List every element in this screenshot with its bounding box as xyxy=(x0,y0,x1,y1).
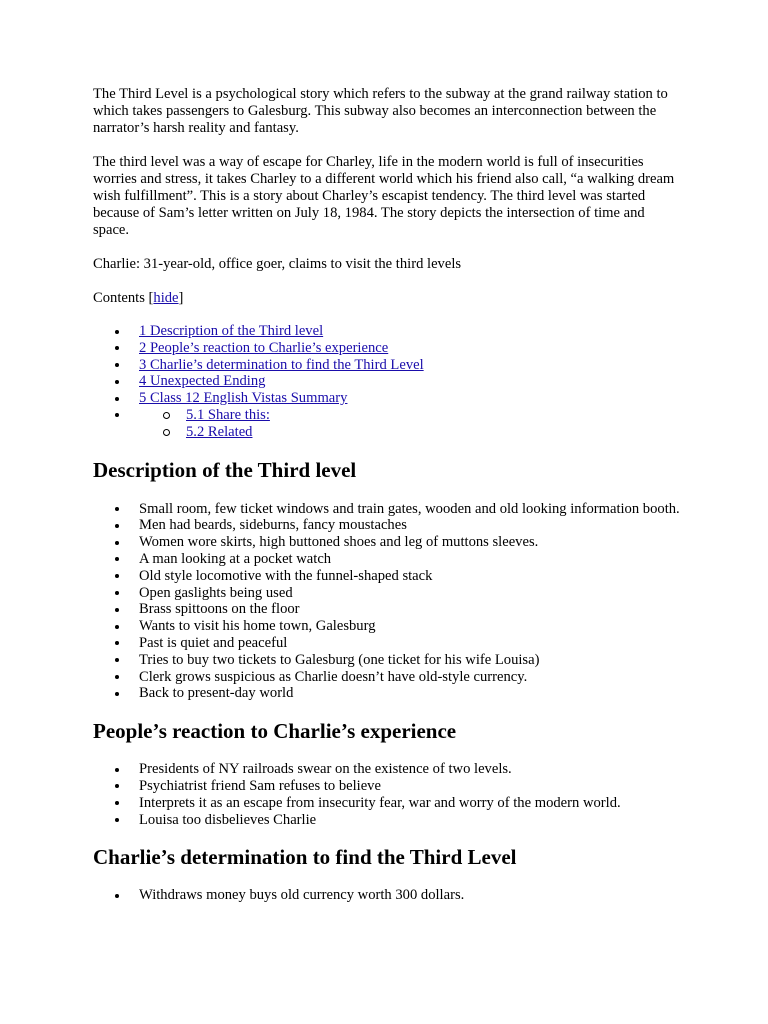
heading-determination: Charlie’s determination to find the Third Level xyxy=(93,845,517,870)
list-item: A man looking at a pocket watch xyxy=(93,551,683,568)
list-item: Tries to buy two tickets to Galesburg (one ticket for his wife Louisa) xyxy=(93,652,683,669)
list-item: Psychiatrist friend Sam refuses to believe xyxy=(93,778,683,795)
toc-subitem xyxy=(93,407,683,424)
toc-link-determination[interactable]: 3 Charlie’s determination to find the Third Level xyxy=(139,356,424,373)
list-item: Withdraws money buys old currency worth 300 dollars. xyxy=(93,887,683,904)
list-item: Brass spittoons on the floor xyxy=(93,601,683,618)
toc-item xyxy=(93,390,683,407)
table-of-contents xyxy=(93,323,683,441)
heading-reaction: People’s reaction to Charlie’s experience xyxy=(93,719,457,744)
list-item: Small room, few ticket windows and train gates, wooden and old looking information booth. xyxy=(93,501,683,518)
hide-toc-link[interactable]: hide xyxy=(153,290,179,306)
list-item: Women wore skirts, high buttoned shoes and leg of muttons sleeves. xyxy=(93,534,683,551)
toc-link-ending[interactable]: 4 Unexpected Ending xyxy=(139,373,266,390)
toc-link-summary[interactable]: 5 Class 12 English Vistas Summary xyxy=(139,390,348,407)
contents-label-close: ] xyxy=(178,290,184,306)
toc-link-related[interactable]: 5.2 Related xyxy=(186,423,253,440)
list-item: Wants to visit his home town, Galesburg xyxy=(93,618,683,635)
contents-label xyxy=(93,290,683,307)
toc-item xyxy=(93,373,683,390)
list-item: Presidents of NY railroads swear on the existence of two levels. xyxy=(93,761,683,778)
determination-list xyxy=(93,887,683,904)
description-list xyxy=(93,501,683,703)
charlie-description: Charlie: 31-year-old, office goer, claims to visit the third levels xyxy=(93,256,462,272)
list-item: Back to present-day world xyxy=(93,685,683,702)
list-item: Open gaslights being used xyxy=(93,585,683,602)
list-item: Old style locomotive with the funnel-shaped stack xyxy=(93,568,683,585)
document-page xyxy=(93,86,683,904)
toc-subitem xyxy=(93,424,683,441)
toc-link-reaction[interactable]: 2 People’s reaction to Charlie’s experience xyxy=(139,339,389,356)
toc-link-description[interactable]: 1 Description of the Third level xyxy=(139,323,324,339)
list-item: Past is quiet and peaceful xyxy=(93,635,683,652)
reaction-list xyxy=(93,761,683,828)
heading-description: Description of the Third level xyxy=(93,457,357,482)
list-item: Interprets it as an escape from insecurity fear, war and worry of the modern world. xyxy=(93,795,683,812)
toc-item xyxy=(93,357,683,374)
toc-sublist xyxy=(93,407,683,441)
toc-link-share[interactable]: 5.1 Share this: xyxy=(186,406,270,423)
list-item: Men had beards, sideburns, fancy moustaches xyxy=(93,517,683,534)
toc-item xyxy=(93,323,683,340)
list-item: Clerk grows suspicious as Charlie doesn’t have old-style currency. xyxy=(93,669,683,686)
toc-item xyxy=(93,340,683,357)
list-item: Louisa too disbelieves Charlie xyxy=(93,812,683,829)
contents-label-text: Contents [ xyxy=(93,290,154,306)
escape-paragraph: The third level was a way of escape for Charley, life in the modern world is full of insecurities worries and stress, it takes Charley to a different world which his friend also call, “a walking dream wish fulfillment”. This is a story about Charley’s escapist tendency. The third level was started because of Sam’s letter written on July 18, 1984. The story depicts the intersection of time and space. xyxy=(93,154,675,238)
toc-subitems-wrapper xyxy=(93,407,683,441)
intro-paragraph: The Third Level is a psychological story which refers to the subway at the grand railway station to which takes passengers to Galesburg. This subway also becomes an interconnection between the narrator’s harsh reality and fantasy. xyxy=(93,86,668,136)
